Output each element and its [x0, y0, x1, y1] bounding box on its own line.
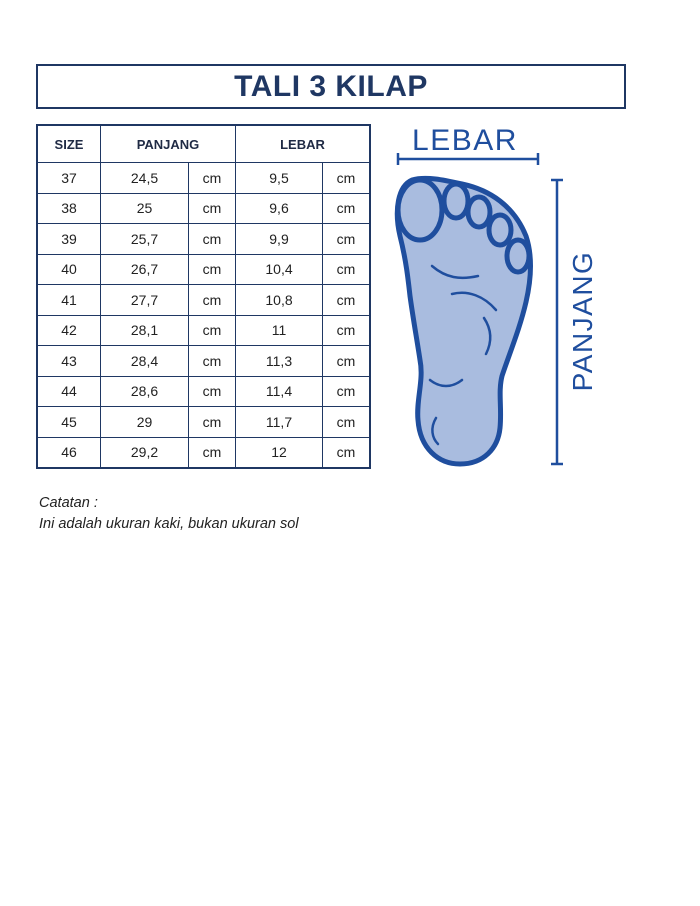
- lebar-unit-cell: cm: [323, 407, 371, 438]
- lebar-unit-cell: cm: [323, 254, 371, 285]
- panjang-unit-cell: cm: [189, 224, 236, 255]
- lebar-cell: 11,7: [236, 407, 323, 438]
- foot-icon: [397, 178, 530, 464]
- notes: [39, 493, 299, 535]
- panjang-unit-cell: cm: [189, 285, 236, 316]
- table-row: [37, 346, 370, 377]
- lebar-cell: 9,9: [236, 224, 323, 255]
- width-label: LEBAR: [412, 124, 518, 157]
- foot-diagram: [380, 118, 620, 478]
- header-size: SIZE: [37, 125, 101, 163]
- table-row: [37, 163, 370, 194]
- table-row: [37, 193, 370, 224]
- lebar-unit-cell: cm: [323, 437, 371, 468]
- panjang-cell: 24,5: [101, 163, 189, 194]
- table-row: [37, 376, 370, 407]
- size-rows: [37, 163, 370, 469]
- panjang-unit-cell: cm: [189, 193, 236, 224]
- table-row: [37, 285, 370, 316]
- size-cell: 38: [37, 193, 101, 224]
- panjang-cell: 29: [101, 407, 189, 438]
- length-dimension-line: [551, 180, 563, 464]
- table-row: [37, 254, 370, 285]
- panjang-cell: 26,7: [101, 254, 189, 285]
- lebar-cell: 10,4: [236, 254, 323, 285]
- panjang-cell: 29,2: [101, 437, 189, 468]
- size-table: [36, 124, 371, 469]
- size-cell: 41: [37, 285, 101, 316]
- size-cell: 45: [37, 407, 101, 438]
- size-cell: 42: [37, 315, 101, 346]
- panjang-cell: 25: [101, 193, 189, 224]
- header-panjang: PANJANG: [101, 125, 236, 163]
- panjang-cell: 28,4: [101, 346, 189, 377]
- panjang-cell: 28,6: [101, 376, 189, 407]
- lebar-unit-cell: cm: [323, 346, 371, 377]
- lebar-unit-cell: cm: [323, 224, 371, 255]
- panjang-unit-cell: cm: [189, 163, 236, 194]
- header-row: [37, 125, 370, 163]
- panjang-cell: 28,1: [101, 315, 189, 346]
- notes-text: Ini adalah ukuran kaki, bukan ukuran sol: [39, 516, 299, 532]
- lebar-unit-cell: cm: [323, 315, 371, 346]
- lebar-cell: 9,6: [236, 193, 323, 224]
- size-cell: 46: [37, 437, 101, 468]
- table-row: [37, 224, 370, 255]
- size-cell: 43: [37, 346, 101, 377]
- table-row: [37, 437, 370, 468]
- panjang-unit-cell: cm: [189, 254, 236, 285]
- size-cell: 37: [37, 163, 101, 194]
- lebar-unit-cell: cm: [323, 285, 371, 316]
- lebar-cell: 11,3: [236, 346, 323, 377]
- panjang-unit-cell: cm: [189, 315, 236, 346]
- lebar-unit-cell: cm: [323, 193, 371, 224]
- size-cell: 39: [37, 224, 101, 255]
- lebar-cell: 12: [236, 437, 323, 468]
- lebar-cell: 9,5: [236, 163, 323, 194]
- lebar-unit-cell: cm: [323, 163, 371, 194]
- notes-label: Catatan :: [39, 495, 98, 511]
- header-lebar: LEBAR: [236, 125, 371, 163]
- panjang-unit-cell: cm: [189, 407, 236, 438]
- lebar-cell: 10,8: [236, 285, 323, 316]
- panjang-cell: 25,7: [101, 224, 189, 255]
- lebar-unit-cell: cm: [323, 376, 371, 407]
- lebar-cell: 11,4: [236, 376, 323, 407]
- lebar-cell: 11: [236, 315, 323, 346]
- panjang-unit-cell: cm: [189, 437, 236, 468]
- size-cell: 44: [37, 376, 101, 407]
- table-row: [37, 315, 370, 346]
- length-label: PANJANG: [567, 250, 598, 392]
- panjang-unit-cell: cm: [189, 376, 236, 407]
- title-box: [36, 64, 626, 109]
- page-title: TALI 3 KILAP: [234, 69, 428, 103]
- table-row: [37, 407, 370, 438]
- size-cell: 40: [37, 254, 101, 285]
- panjang-cell: 27,7: [101, 285, 189, 316]
- panjang-unit-cell: cm: [189, 346, 236, 377]
